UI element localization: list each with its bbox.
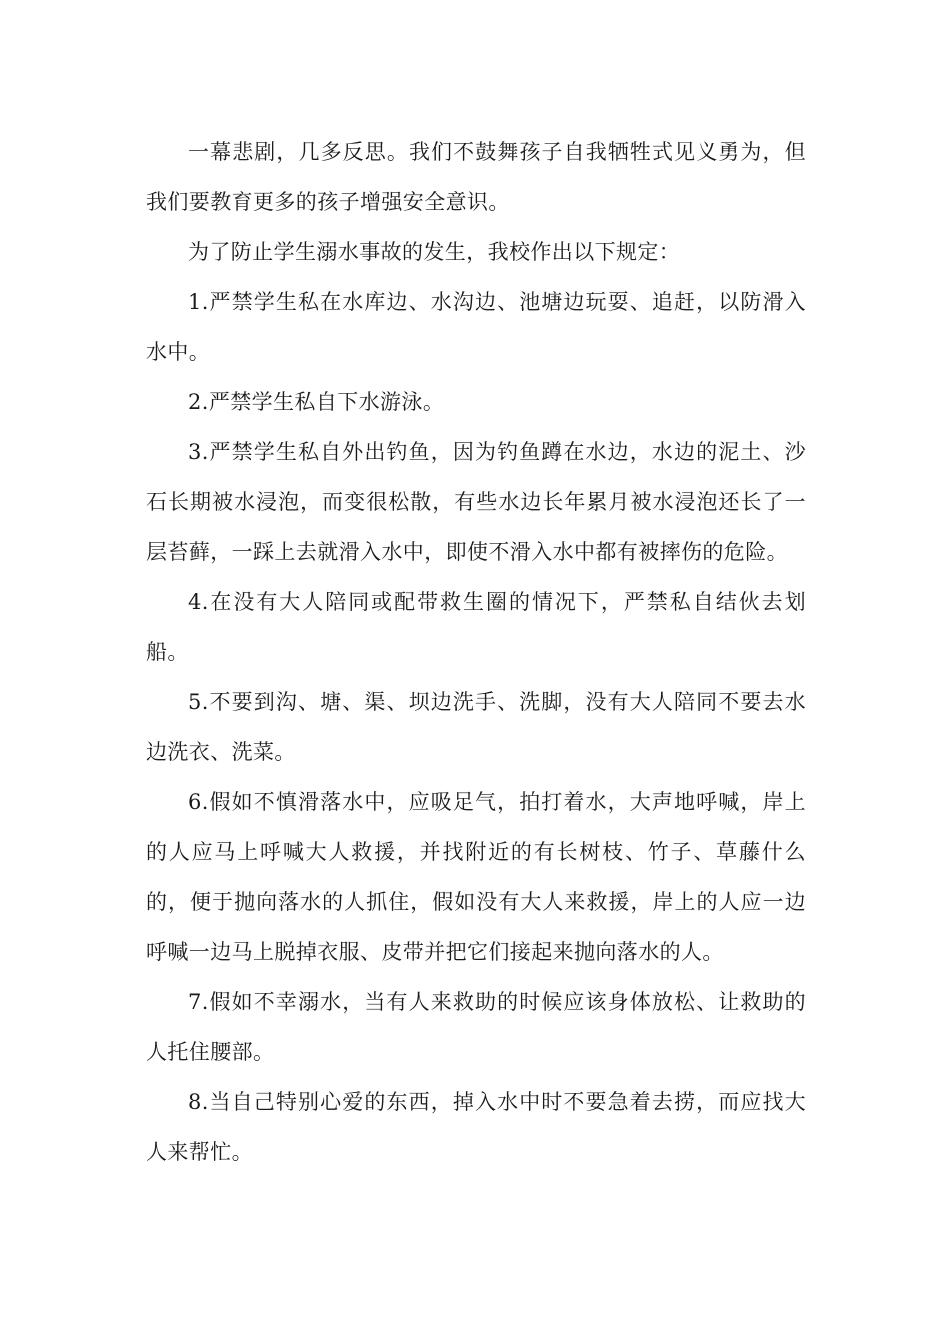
paragraph-rule-3: 3.严禁学生私自外出钓鱼，因为钓鱼蹲在水边，水边的泥土、沙石长期被水浸泡，而变很松散，有些水边长年累月被水浸泡还长了一层苔藓，一踩上去就滑入水中，即使不滑入水中都有被摔伤的危险。 [146,440,806,564]
paragraph-rule-2: 2.严禁学生私自下水游泳。 [188,390,445,414]
paragraph-rule-1: 1.严禁学生私在水库边、水沟边、池塘边玩耍、追赶，以防滑入水中。 [146,290,806,364]
paragraph-rule-8: 8.当自己特别心爱的东西，掉入水中时不要急着去捞，而应找大人来帮忙。 [146,1090,806,1164]
document-body [146,127,806,1177]
paragraph-intro: 一幕悲剧，几多反思。我们不鼓舞孩子自我牺牲式见义勇为，但我们要教育更多的孩子增强安全意识。 [146,140,806,214]
paragraph-rule-5: 5.不要到沟、塘、渠、坝边洗手、洗脚，没有大人陪同不要去水边洗衣、洗菜。 [146,690,806,764]
paragraph-rule-7: 7.假如不幸溺水，当有人来救助的时候应该身体放松、让救助的人托住腰部。 [146,990,806,1064]
paragraph-rule-4: 4.在没有大人陪同或配带救生圈的情况下，严禁私自结伙去划船。 [146,590,806,664]
paragraph-rule-6: 6.假如不慎滑落水中，应吸足气，拍打着水，大声地呼喊，岸上的人应马上呼喊大人救援，并找附近的有长树枝、竹子、草藤什么的，便于抛向落水的人抓住，假如没有大人来救援，岸上的人应一边呼喊一边马上脱掉衣服、皮带并把它们接起来抛向落水的人。 [146,790,806,964]
paragraph-rules-heading: 为了防止学生溺水事故的发生，我校作出以下规定： [188,240,681,264]
